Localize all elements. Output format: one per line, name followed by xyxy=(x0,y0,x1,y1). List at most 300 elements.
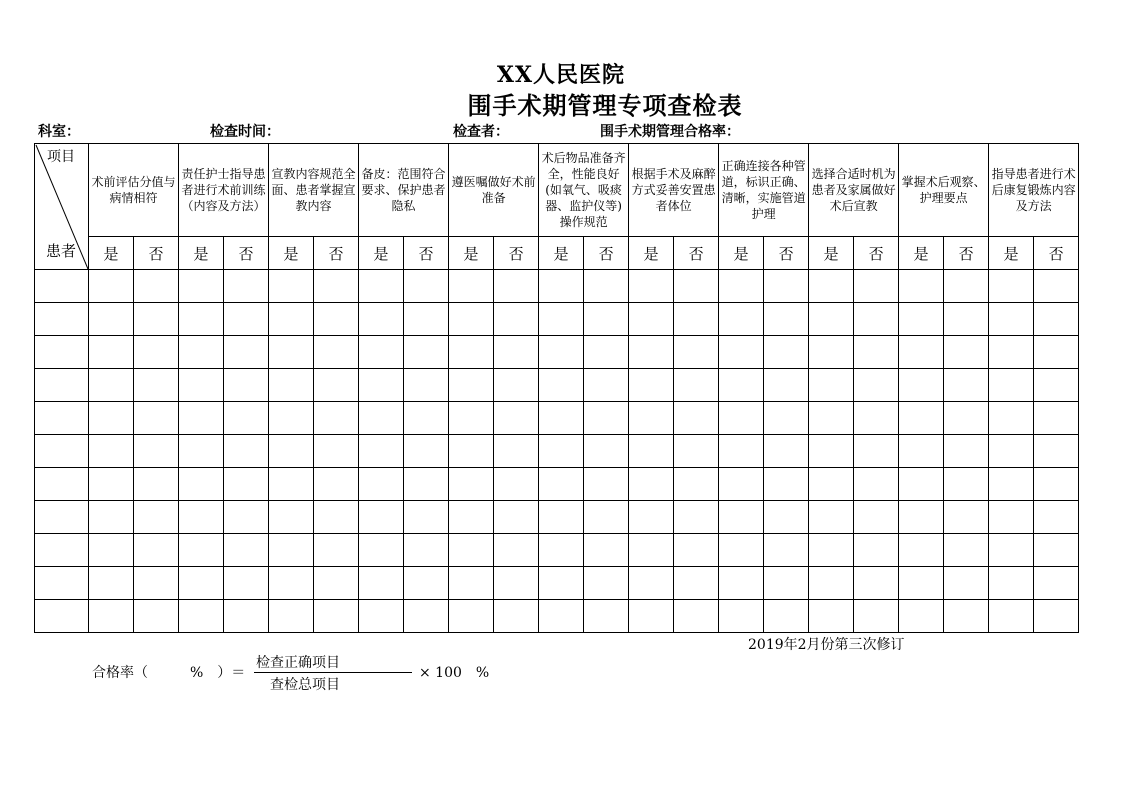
check-cell[interactable] xyxy=(539,303,584,336)
check-cell[interactable] xyxy=(494,336,539,369)
check-cell[interactable] xyxy=(404,270,449,303)
check-cell[interactable] xyxy=(314,303,359,336)
column-header: 责任护士指导患者进行术前训练（内容及方法） xyxy=(179,144,269,237)
check-cell[interactable] xyxy=(809,534,854,567)
check-cell[interactable] xyxy=(899,402,944,435)
check-cell[interactable] xyxy=(584,468,629,501)
check-cell[interactable] xyxy=(944,534,989,567)
check-cell[interactable] xyxy=(674,402,719,435)
check-cell[interactable] xyxy=(134,534,179,567)
check-cell[interactable] xyxy=(629,600,674,633)
check-cell[interactable] xyxy=(809,336,854,369)
patient-cell[interactable] xyxy=(35,336,89,369)
check-cell[interactable] xyxy=(719,600,764,633)
yes-header: 是 xyxy=(449,237,494,270)
check-cell[interactable] xyxy=(224,435,269,468)
check-cell[interactable] xyxy=(539,402,584,435)
check-cell[interactable] xyxy=(944,468,989,501)
table-row xyxy=(35,534,1079,567)
no-header: 否 xyxy=(1034,237,1079,270)
check-cell[interactable] xyxy=(989,402,1034,435)
check-cell[interactable] xyxy=(404,435,449,468)
department-label: 科室： xyxy=(38,124,80,140)
check-cell[interactable] xyxy=(539,435,584,468)
check-cell[interactable] xyxy=(539,501,584,534)
check-cell[interactable] xyxy=(764,534,809,567)
check-cell[interactable] xyxy=(359,534,404,567)
check-cell[interactable] xyxy=(539,567,584,600)
check-cell[interactable] xyxy=(629,336,674,369)
check-cell[interactable] xyxy=(224,534,269,567)
check-cell[interactable] xyxy=(1034,303,1079,336)
check-cell[interactable] xyxy=(224,402,269,435)
table-row xyxy=(35,402,1079,435)
check-cell[interactable] xyxy=(809,435,854,468)
check-cell[interactable] xyxy=(944,336,989,369)
check-cell[interactable] xyxy=(584,303,629,336)
check-cell[interactable] xyxy=(854,600,899,633)
check-cell[interactable] xyxy=(674,336,719,369)
check-cell[interactable] xyxy=(314,336,359,369)
yes-header: 是 xyxy=(899,237,944,270)
check-cell[interactable] xyxy=(224,600,269,633)
check-cell[interactable] xyxy=(179,270,224,303)
check-cell[interactable] xyxy=(134,336,179,369)
check-cell[interactable] xyxy=(899,501,944,534)
column-header: 术后物品准备齐全，性能良好(如氧气、吸痰器、监护仪等)操作规范 xyxy=(539,144,629,237)
fraction-bar xyxy=(254,672,412,673)
check-cell[interactable] xyxy=(359,435,404,468)
check-cell[interactable] xyxy=(854,567,899,600)
check-cell[interactable] xyxy=(854,369,899,402)
check-cell[interactable] xyxy=(674,534,719,567)
no-header: 否 xyxy=(314,237,359,270)
check-cell[interactable] xyxy=(269,468,314,501)
check-cell[interactable] xyxy=(359,600,404,633)
check-cell[interactable] xyxy=(719,336,764,369)
check-cell[interactable] xyxy=(899,567,944,600)
check-cell[interactable] xyxy=(314,567,359,600)
check-cell[interactable] xyxy=(89,303,134,336)
check-cell[interactable] xyxy=(134,435,179,468)
check-cell[interactable] xyxy=(179,369,224,402)
check-cell[interactable] xyxy=(989,567,1034,600)
check-cell[interactable] xyxy=(1034,270,1079,303)
check-cell[interactable] xyxy=(899,534,944,567)
check-cell[interactable] xyxy=(629,369,674,402)
check-cell[interactable] xyxy=(674,501,719,534)
check-cell[interactable] xyxy=(449,534,494,567)
check-cell[interactable] xyxy=(359,402,404,435)
check-cell[interactable] xyxy=(899,270,944,303)
no-header: 否 xyxy=(674,237,719,270)
table-row xyxy=(35,303,1079,336)
check-cell[interactable] xyxy=(854,534,899,567)
check-cell[interactable] xyxy=(314,501,359,534)
no-header: 否 xyxy=(764,237,809,270)
check-cell[interactable] xyxy=(719,501,764,534)
no-header: 否 xyxy=(584,237,629,270)
check-cell[interactable] xyxy=(629,270,674,303)
column-header: 备皮：范围符合要求、保护患者隐私 xyxy=(359,144,449,237)
check-cell[interactable] xyxy=(944,402,989,435)
corner-item-label: 项目 xyxy=(47,149,75,165)
check-cell[interactable] xyxy=(179,336,224,369)
check-cell[interactable] xyxy=(629,567,674,600)
check-cell[interactable] xyxy=(584,435,629,468)
check-cell[interactable] xyxy=(1034,369,1079,402)
check-cell[interactable] xyxy=(719,270,764,303)
check-cell[interactable] xyxy=(944,435,989,468)
check-cell[interactable] xyxy=(89,369,134,402)
check-cell[interactable] xyxy=(134,567,179,600)
check-cell[interactable] xyxy=(314,435,359,468)
check-cell[interactable] xyxy=(269,501,314,534)
check-cell[interactable] xyxy=(944,600,989,633)
check-cell[interactable] xyxy=(989,468,1034,501)
check-cell[interactable] xyxy=(674,369,719,402)
check-cell[interactable] xyxy=(989,501,1034,534)
check-cell[interactable] xyxy=(629,468,674,501)
column-header: 术前评估分值与病情相符 xyxy=(89,144,179,237)
check-cell[interactable] xyxy=(539,600,584,633)
check-cell[interactable] xyxy=(764,600,809,633)
check-cell[interactable] xyxy=(494,600,539,633)
check-cell[interactable] xyxy=(449,402,494,435)
check-cell[interactable] xyxy=(314,600,359,633)
check-cell[interactable] xyxy=(269,369,314,402)
no-header: 否 xyxy=(224,237,269,270)
table-row xyxy=(35,435,1079,468)
check-cell[interactable] xyxy=(224,303,269,336)
check-cell[interactable] xyxy=(989,303,1034,336)
check-cell[interactable] xyxy=(899,303,944,336)
patient-cell[interactable] xyxy=(35,468,89,501)
check-cell[interactable] xyxy=(359,303,404,336)
check-cell[interactable] xyxy=(1034,567,1079,600)
check-cell[interactable] xyxy=(89,336,134,369)
check-cell[interactable] xyxy=(449,567,494,600)
check-cell[interactable] xyxy=(89,600,134,633)
check-cell[interactable] xyxy=(449,270,494,303)
yes-header: 是 xyxy=(179,237,224,270)
check-cell[interactable] xyxy=(809,303,854,336)
check-cell[interactable] xyxy=(449,501,494,534)
check-cell[interactable] xyxy=(494,468,539,501)
check-cell[interactable] xyxy=(719,369,764,402)
formula-left: 合格率（ % ）＝ xyxy=(92,665,246,681)
check-cell[interactable] xyxy=(269,567,314,600)
check-cell[interactable] xyxy=(134,369,179,402)
check-cell[interactable] xyxy=(764,270,809,303)
check-cell[interactable] xyxy=(404,402,449,435)
column-header: 正确连接各种管道，标识正确、清晰，实施管道护理 xyxy=(719,144,809,237)
check-cell[interactable] xyxy=(584,336,629,369)
check-cell[interactable] xyxy=(944,303,989,336)
check-cell[interactable] xyxy=(179,303,224,336)
column-header: 掌握术后观察、护理要点 xyxy=(899,144,989,237)
check-cell[interactable] xyxy=(494,369,539,402)
pass-rate-label: 围手术期管理合格率： xyxy=(600,124,740,140)
check-cell[interactable] xyxy=(1034,435,1079,468)
check-cell[interactable] xyxy=(404,468,449,501)
check-cell[interactable] xyxy=(269,270,314,303)
check-cell[interactable] xyxy=(944,567,989,600)
check-cell[interactable] xyxy=(449,468,494,501)
check-cell[interactable] xyxy=(989,435,1034,468)
check-cell[interactable] xyxy=(89,501,134,534)
patient-cell[interactable] xyxy=(35,435,89,468)
check-cell[interactable] xyxy=(1034,600,1079,633)
check-cell[interactable] xyxy=(944,270,989,303)
check-cell[interactable] xyxy=(269,435,314,468)
check-cell[interactable] xyxy=(494,270,539,303)
patient-cell[interactable] xyxy=(35,369,89,402)
check-cell[interactable] xyxy=(224,270,269,303)
patient-cell[interactable] xyxy=(35,402,89,435)
check-cell[interactable] xyxy=(899,435,944,468)
check-cell[interactable] xyxy=(584,567,629,600)
check-cell[interactable] xyxy=(314,270,359,303)
check-time-label: 检查时间： xyxy=(210,124,280,140)
check-cell[interactable] xyxy=(584,270,629,303)
check-cell[interactable] xyxy=(404,501,449,534)
patient-cell[interactable] xyxy=(35,270,89,303)
check-cell[interactable] xyxy=(809,402,854,435)
check-cell[interactable] xyxy=(719,435,764,468)
check-cell[interactable] xyxy=(494,435,539,468)
check-cell[interactable] xyxy=(179,567,224,600)
check-cell[interactable] xyxy=(269,303,314,336)
check-cell[interactable] xyxy=(134,468,179,501)
check-cell[interactable] xyxy=(269,600,314,633)
check-cell[interactable] xyxy=(269,534,314,567)
check-cell[interactable] xyxy=(89,567,134,600)
check-cell[interactable] xyxy=(539,270,584,303)
check-cell[interactable] xyxy=(674,303,719,336)
check-cell[interactable] xyxy=(404,600,449,633)
table-row xyxy=(35,501,1079,534)
check-cell[interactable] xyxy=(494,402,539,435)
check-cell[interactable] xyxy=(89,468,134,501)
yes-header: 是 xyxy=(89,237,134,270)
check-cell[interactable] xyxy=(629,534,674,567)
patient-cell[interactable] xyxy=(35,501,89,534)
check-cell[interactable] xyxy=(674,600,719,633)
check-cell[interactable] xyxy=(854,270,899,303)
hospital-title: XX人民医院 xyxy=(496,62,626,88)
check-cell[interactable] xyxy=(629,402,674,435)
check-cell[interactable] xyxy=(494,534,539,567)
check-cell[interactable] xyxy=(944,369,989,402)
check-cell[interactable] xyxy=(899,468,944,501)
check-cell[interactable] xyxy=(1034,468,1079,501)
yes-header: 是 xyxy=(539,237,584,270)
check-cell[interactable] xyxy=(134,270,179,303)
check-cell[interactable] xyxy=(764,336,809,369)
patient-cell[interactable] xyxy=(35,600,89,633)
check-cell[interactable] xyxy=(224,501,269,534)
check-cell[interactable] xyxy=(899,336,944,369)
check-cell[interactable] xyxy=(359,567,404,600)
check-cell[interactable] xyxy=(179,600,224,633)
check-cell[interactable] xyxy=(494,303,539,336)
check-cell[interactable] xyxy=(809,468,854,501)
check-cell[interactable] xyxy=(674,435,719,468)
no-header: 否 xyxy=(854,237,899,270)
check-cell[interactable] xyxy=(314,369,359,402)
patient-cell[interactable] xyxy=(35,567,89,600)
check-cell[interactable] xyxy=(764,435,809,468)
column-header: 遵医嘱做好术前准备 xyxy=(449,144,539,237)
yes-header: 是 xyxy=(719,237,764,270)
yes-header: 是 xyxy=(809,237,854,270)
check-cell[interactable] xyxy=(764,402,809,435)
check-cell[interactable] xyxy=(764,468,809,501)
check-cell[interactable] xyxy=(809,501,854,534)
table-row xyxy=(35,336,1079,369)
check-cell[interactable] xyxy=(854,435,899,468)
column-header: 指导患者进行术后康复锻炼内容及方法 xyxy=(989,144,1079,237)
check-cell[interactable] xyxy=(674,270,719,303)
check-cell[interactable] xyxy=(809,270,854,303)
corner-patient-label: 患者 xyxy=(46,242,77,260)
no-header: 否 xyxy=(494,237,539,270)
check-cell[interactable] xyxy=(719,303,764,336)
check-cell[interactable] xyxy=(854,501,899,534)
check-cell[interactable] xyxy=(1034,534,1079,567)
check-cell[interactable] xyxy=(764,303,809,336)
check-cell[interactable] xyxy=(674,567,719,600)
patient-cell[interactable] xyxy=(35,534,89,567)
check-cell[interactable] xyxy=(269,336,314,369)
check-cell[interactable] xyxy=(854,303,899,336)
patient-cell[interactable] xyxy=(35,303,89,336)
formula-numerator: 检查正确项目 xyxy=(256,655,340,671)
check-cell[interactable] xyxy=(134,501,179,534)
table-row xyxy=(35,369,1079,402)
check-cell[interactable] xyxy=(719,534,764,567)
check-cell[interactable] xyxy=(584,501,629,534)
pass-rate-formula xyxy=(92,652,512,692)
check-cell[interactable] xyxy=(404,336,449,369)
check-cell[interactable] xyxy=(404,303,449,336)
check-cell[interactable] xyxy=(584,600,629,633)
check-cell[interactable] xyxy=(494,567,539,600)
check-cell[interactable] xyxy=(359,369,404,402)
check-cell[interactable] xyxy=(989,336,1034,369)
check-cell[interactable] xyxy=(179,468,224,501)
check-cell[interactable] xyxy=(629,501,674,534)
no-header: 否 xyxy=(134,237,179,270)
check-cell[interactable] xyxy=(179,435,224,468)
check-cell[interactable] xyxy=(629,303,674,336)
check-cell[interactable] xyxy=(899,600,944,633)
check-cell[interactable] xyxy=(539,336,584,369)
check-cell[interactable] xyxy=(539,369,584,402)
check-cell[interactable] xyxy=(854,402,899,435)
check-cell[interactable] xyxy=(854,336,899,369)
check-cell[interactable] xyxy=(134,303,179,336)
check-cell[interactable] xyxy=(764,501,809,534)
check-cell[interactable] xyxy=(404,534,449,567)
check-cell[interactable] xyxy=(449,303,494,336)
check-cell[interactable] xyxy=(764,369,809,402)
check-cell[interactable] xyxy=(584,369,629,402)
check-cell[interactable] xyxy=(989,600,1034,633)
check-cell[interactable] xyxy=(224,336,269,369)
check-cell[interactable] xyxy=(179,402,224,435)
check-cell[interactable] xyxy=(89,402,134,435)
check-cell[interactable] xyxy=(359,468,404,501)
yes-header: 是 xyxy=(629,237,674,270)
check-cell[interactable] xyxy=(134,402,179,435)
check-cell[interactable] xyxy=(944,501,989,534)
check-table xyxy=(34,143,1079,633)
check-cell[interactable] xyxy=(1034,336,1079,369)
check-cell[interactable] xyxy=(899,369,944,402)
check-cell[interactable] xyxy=(359,336,404,369)
check-cell[interactable] xyxy=(719,402,764,435)
check-cell[interactable] xyxy=(674,468,719,501)
check-cell[interactable] xyxy=(404,369,449,402)
check-cell[interactable] xyxy=(224,567,269,600)
check-cell[interactable] xyxy=(809,567,854,600)
check-cell[interactable] xyxy=(629,435,674,468)
check-cell[interactable] xyxy=(224,369,269,402)
check-cell[interactable] xyxy=(89,534,134,567)
check-cell[interactable] xyxy=(449,369,494,402)
check-cell[interactable] xyxy=(179,534,224,567)
column-header: 选择合适时机为患者及家属做好术后宣教 xyxy=(809,144,899,237)
check-cell[interactable] xyxy=(134,600,179,633)
check-cell[interactable] xyxy=(584,534,629,567)
no-header: 否 xyxy=(404,237,449,270)
check-cell[interactable] xyxy=(809,369,854,402)
check-cell[interactable] xyxy=(584,402,629,435)
check-cell[interactable] xyxy=(494,501,539,534)
check-cell[interactable] xyxy=(719,567,764,600)
check-cell[interactable] xyxy=(224,468,269,501)
check-cell[interactable] xyxy=(179,501,224,534)
check-cell[interactable] xyxy=(989,270,1034,303)
check-cell[interactable] xyxy=(314,468,359,501)
check-cell[interactable] xyxy=(449,600,494,633)
check-cell[interactable] xyxy=(539,468,584,501)
check-cell[interactable] xyxy=(89,435,134,468)
check-cell[interactable] xyxy=(89,270,134,303)
check-cell[interactable] xyxy=(809,600,854,633)
check-cell[interactable] xyxy=(1034,402,1079,435)
check-cell[interactable] xyxy=(1034,501,1079,534)
check-cell[interactable] xyxy=(359,501,404,534)
check-cell[interactable] xyxy=(449,336,494,369)
table-row xyxy=(35,468,1079,501)
check-cell[interactable] xyxy=(854,468,899,501)
column-header: 宣教内容规范全面、患者掌握宣教内容 xyxy=(269,144,359,237)
check-cell[interactable] xyxy=(314,534,359,567)
check-cell[interactable] xyxy=(314,402,359,435)
check-cell[interactable] xyxy=(269,402,314,435)
check-cell[interactable] xyxy=(989,534,1034,567)
check-cell[interactable] xyxy=(539,534,584,567)
check-cell[interactable] xyxy=(719,468,764,501)
check-cell[interactable] xyxy=(449,435,494,468)
check-cell[interactable] xyxy=(404,567,449,600)
check-cell[interactable] xyxy=(359,270,404,303)
check-cell[interactable] xyxy=(764,567,809,600)
check-cell[interactable] xyxy=(989,369,1034,402)
